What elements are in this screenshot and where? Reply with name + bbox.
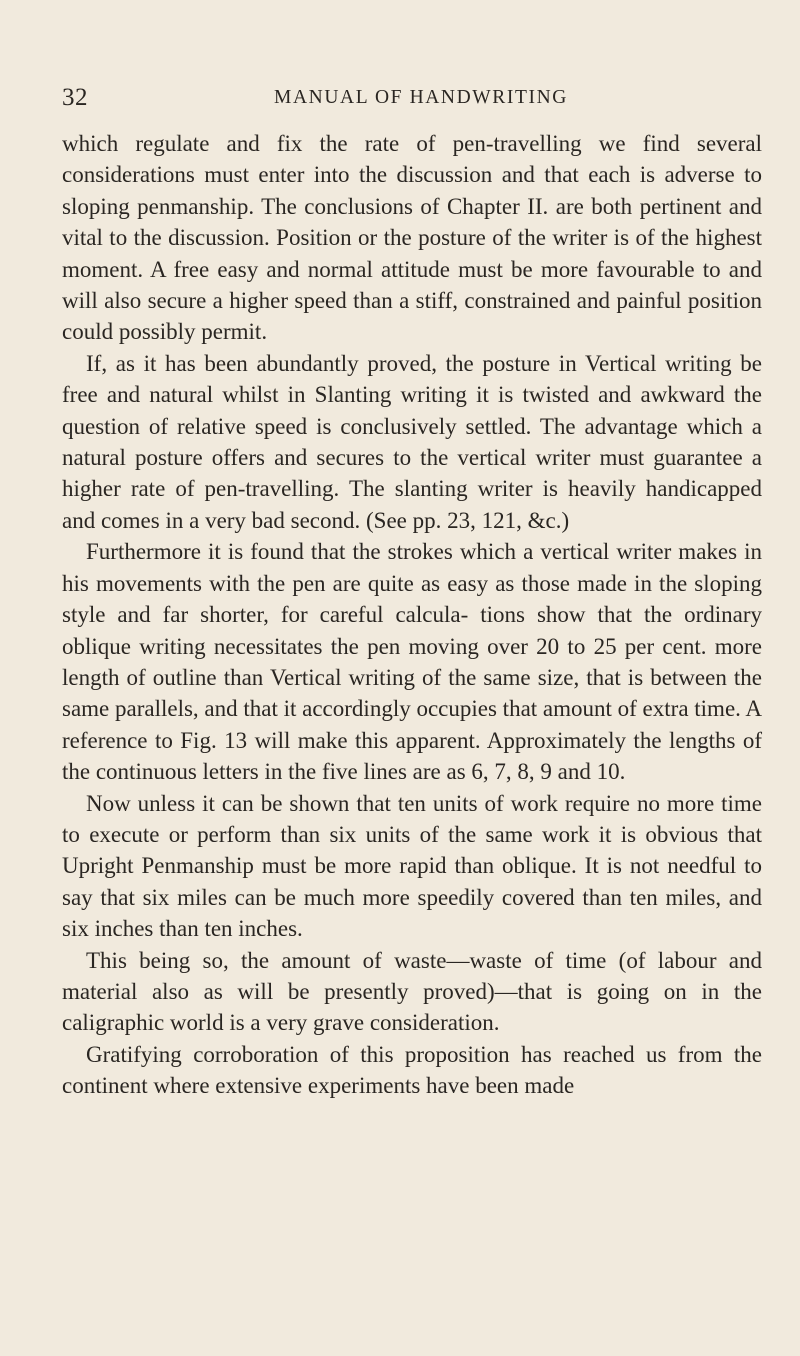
running-head: MANUAL OF HANDWRITING (274, 87, 568, 108)
body-text (62, 128, 762, 1102)
paragraph-3: Furthermore it is found that the strokes which a vertical writer makes in his movements with the pen are quite as easy as those made in the sloping style and far shorter, for careful calcula- tions show that the ordinary oblique writing necessitates the pen moving over 20 to 25 per cent. more length of outline than Vertical writing of the same size, that is between the same parallels, and that it accordingly occupies that amount of extra time. A reference to Fig. 13 will make this apparent. Approximately the lengths of the continuous letters in the five lines are as 6, 7, 8, 9 and 10. (62, 539, 762, 785)
paragraph-4: Now unless it can be shown that ten units of work require no more time to execute or perform than six units of the same work it is obvious that Upright Penmanship must be more rapid than oblique. It is not needful to say that six miles can be much more speedily covered than ten miles, and six inches than ten inches. (62, 790, 762, 942)
paragraph-1: which regulate and fix the rate of pen-travelling we find several considerations must enter into the discussion and that each is adverse to sloping penmanship. The conclusions of Chapter II. are both pertinent and vital to the discussion. Position or the posture of the writer is of the highest moment. A free easy and normal attitude must be more favourable to and will also secure a higher speed than a stiff, constrained and painful position could possibly permit. (62, 131, 762, 345)
page-number: 32 (62, 84, 88, 111)
paragraph-6: Gratifying corroboration of this proposition has reached us from the continent where extensive experiments have been made (62, 1041, 762, 1099)
paragraph-2: If, as it has been abundantly proved, the posture in Vertical writing be free and natural whilst in Slanting writing it is twisted and awkward the question of relative speed is conclusively settled. The advantage which a natural posture offers and secures to the vertical writer must guarantee a higher rate of pen-travelling. The slanting writer is heavily handicapped and comes in a very bad second. (See pp. 23, 121, &c.) (62, 350, 762, 533)
page-header (62, 84, 762, 118)
paragraph-5: This being so, the amount of waste—waste of time (of labour and material also as will be presently proved)—that is going on in the caligraphic world is a very grave consideration. (62, 947, 762, 1036)
